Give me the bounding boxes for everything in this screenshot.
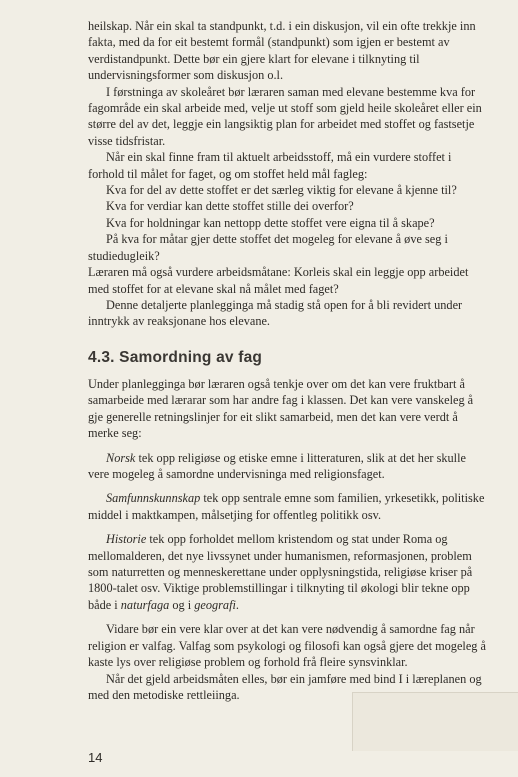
question-item: På kva for måtar gjer dette stoffet det mogeleg for elevane å øve seg i studiedugleik? (88, 232, 448, 263)
question-item: Kva for holdningar kan nettopp dette stoffet vere eigna til å skape? (106, 215, 435, 230)
paragraph: heilskap. Når ein skal ta standpunkt, t.d. i ein diskusjon, vil ein ofte trekkje inn fakta, med da for eit bestemt formål (standpunkt) som igjen er bestemt av verdistandpunkt. Dette bør ein gjere klart for elevane i tilknyting til undervisningsformer som diskusjon o.l. (88, 19, 476, 83)
corner-panel (352, 692, 518, 751)
paragraph: Når ein skal finne fram til aktuelt arbeidsstoff, må ein vurdere stoffet i forhold til målet for faget, og om stoffet held mål fagleg: (88, 150, 452, 181)
subject-ref: geografi (194, 597, 236, 612)
closing-paragraph: Når det gjeld arbeidsmåten elles, bør ein jamføre med bind I i læreplanen og med den metodiske rettleiinga. (88, 671, 482, 702)
subject-text: og i (169, 597, 195, 612)
subject-paragraph-historie (88, 531, 490, 613)
subject-paragraph-samfunnskunnskap (88, 490, 490, 523)
page-number: 14 (88, 750, 103, 765)
section-intro: Under planlegginga bør læraren også tenkje over om det kan vere fruktbart å samarbeide med lærarar som har andre fag i klassen. Det kan vere vanskeleg å gje generelle retningslinjer for eit slikt samarbeid, men det kan vere verdt å merke seg: (88, 377, 474, 441)
subject-text: tek opp sentrale emne som familien, yrkesetikk, politiske middel i maktkampen, målsetjing for offentleg politikk osv. (88, 491, 485, 522)
question-item: Kva for verdiar kan dette stoffet stille dei overfor? (106, 199, 354, 214)
subject-text: tek opp religiøse og etiske emne i litteraturen, slik at det her skulle vere mogeleg å samordne undervisninga med religionsfaget. (88, 450, 466, 482)
section-body (88, 376, 490, 703)
subject-term: Historie (106, 532, 147, 547)
closing-paragraph: Vidare bør ein vere klar over at det kan vere nødvendig å samordne fag når religion er valfag. Valfag som psykologi og filosofi kan også gjere det mogeleg å kaste lys over religiøse problem og forhold frå fleire synsvinklar. (88, 622, 486, 670)
subject-text: . (235, 597, 239, 612)
subject-term: Samfunnskunnskap (106, 491, 201, 506)
paragraph: I førstninga av skoleåret bør læraren saman med elevane bestemme kva for fagområde ein skal arbeide med, velje ut stoff som gjeld heile skoleåret eller ein større del av det, leggje ein langsiktig plan for arbeidet med stoffet og fastsetje visse tidsfristar. (88, 84, 482, 148)
section-heading: 4.3. Samordning av fag (88, 349, 263, 366)
paragraph: Denne detaljerte planlegginga må stadig stå open for å bli revidert under inntrykk av reaksjonane hos elevane. (88, 297, 463, 329)
subject-text: tek opp forholdet mellom kristendom og stat under Roma og mellomalderen, det nye livssynet under humanismen, reformasjonen, problem som naturretten og menneskerettane under opplysningstida, religiøse kriser på 1800-talet osv. Viktige problemstillingar i tilknyting til økologi blir tekne opp både i (88, 532, 473, 612)
body-text-top (88, 18, 490, 330)
subject-ref: naturfaga (120, 597, 170, 612)
subject-paragraph-norsk (88, 450, 490, 483)
question-item: Kva for del av dette stoffet er det særleg viktig for elevane å kjenne til? (106, 183, 457, 198)
paragraph: Læraren må også vurdere arbeidsmåtane: Korleis skal ein leggje opp arbeidet med stoffet for at elevane skal nå målet med faget? (88, 265, 469, 296)
subject-term: Norsk (106, 450, 136, 465)
